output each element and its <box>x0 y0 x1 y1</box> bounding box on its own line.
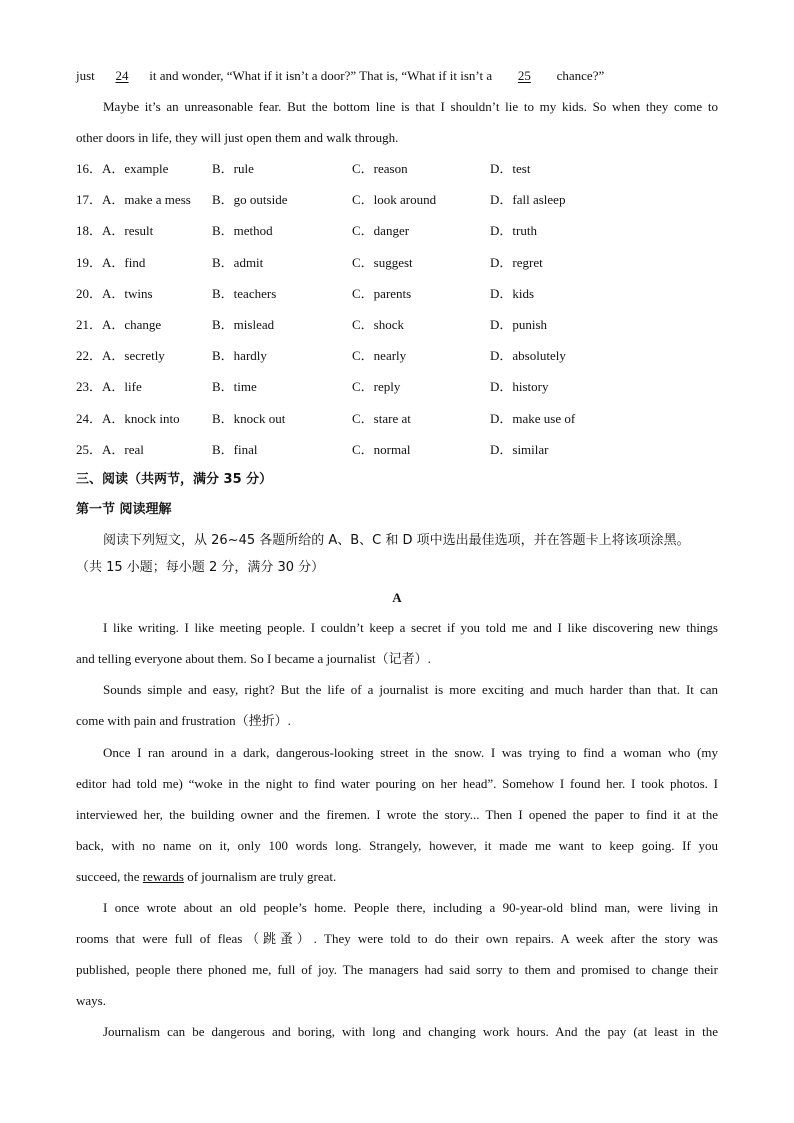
question-number: 20． <box>76 286 103 301</box>
paragraph-line: ways. <box>76 993 106 1008</box>
option-a: A．find <box>102 255 146 270</box>
instructions-scoring: （共 15 小题；每小题 2 分，满分 30 分） <box>76 560 325 575</box>
paragraph-line: rooms that were full of fleas（跳蚤）. They were told to do their own repairs. A week after the story was <box>76 931 718 946</box>
question-row <box>76 161 718 177</box>
option-a: A．result <box>102 223 154 238</box>
option-b: B．hardly <box>212 348 267 363</box>
option-d: D．punish <box>490 317 548 332</box>
question-number: 21． <box>76 317 103 332</box>
option-b: B．time <box>212 379 257 394</box>
paragraph-line: back, with no name on it, only 100 words long. Strangely, however, it made me want to keep going. If you <box>76 838 718 853</box>
option-d: D．history <box>490 379 549 394</box>
underlined-word-rewards: rewards <box>142 869 184 884</box>
text: of journalism are truly great. <box>183 869 337 884</box>
question-number: 16． <box>76 161 103 176</box>
option-c: C．parents <box>352 286 412 301</box>
paragraph-line: and telling everyone about them. So I became a journalist（记者）. <box>76 651 431 666</box>
question-number: 23． <box>76 379 103 394</box>
cloze-line-top <box>76 68 718 84</box>
question-row <box>76 192 718 208</box>
paragraph-line <box>76 869 718 885</box>
paragraph-line: Journalism can be dangerous and boring, with long and changing work hours. And the pay (at least in the <box>103 1024 718 1039</box>
option-b: B．admit <box>212 255 264 270</box>
instructions: 阅读下列短文，从 26~45 各题所给的 A、B、C 和 D 项中选出最佳选项，并在答题卡上将该项涂黑。 <box>103 533 690 548</box>
question-row <box>76 442 718 458</box>
option-b: B．go outside <box>212 192 288 207</box>
option-a: A．make a mess <box>102 192 191 207</box>
question-number: 25． <box>76 442 103 457</box>
option-b: B．rule <box>212 161 254 176</box>
option-c: C．danger <box>352 223 410 238</box>
option-c: C．reason <box>352 161 408 176</box>
option-c: C．look around <box>352 192 437 207</box>
paragraph-line: I like writing. I like meeting people. I couldn’t keep a secret if you told me and I like discovering new things <box>103 620 718 635</box>
question-row <box>76 348 718 364</box>
option-a: A．example <box>102 161 169 176</box>
option-a: A．knock into <box>102 411 180 426</box>
section-title: 三、阅读（共两节，满分 35 分） <box>76 472 273 487</box>
section-subtitle: 第一节 阅读理解 <box>76 502 172 517</box>
option-a: A．real <box>102 442 144 457</box>
text: chance?” <box>553 68 605 83</box>
question-row <box>76 255 718 271</box>
option-d: D．fall asleep <box>490 192 566 207</box>
option-c: C．normal <box>352 442 411 457</box>
option-c: C．reply <box>352 379 401 394</box>
option-c: C．shock <box>352 317 405 332</box>
question-row <box>76 379 718 395</box>
option-a: A．change <box>102 317 162 332</box>
option-a: A．secretly <box>102 348 165 363</box>
option-b: B．teachers <box>212 286 277 301</box>
option-c: C．stare at <box>352 411 411 426</box>
text: just <box>76 68 99 83</box>
question-row <box>76 317 718 333</box>
option-d: D．truth <box>490 223 537 238</box>
text: it and wonder, “What if it isn’t a door?” That is, “What if it isn’t a <box>146 68 496 83</box>
option-c: C．nearly <box>352 348 407 363</box>
question-number: 18． <box>76 223 103 238</box>
paragraph-line: interviewed her, the building owner and the firemen. I wrote the story... Then I opened the paper to find it at the <box>76 807 718 822</box>
question-number: 17． <box>76 192 103 207</box>
paragraph-line: other doors in life, they will just open them and walk through. <box>76 130 399 145</box>
question-number: 22． <box>76 348 103 363</box>
paragraph-line: come with pain and frustration（挫折）. <box>76 713 291 728</box>
question-number: 24． <box>76 411 103 426</box>
paragraph-line: editor had told me) “woke in the night to find water pouring on her head”. Somehow I found her. I took photos. I <box>76 776 718 791</box>
option-b: B．method <box>212 223 273 238</box>
passage-label: A <box>392 590 402 605</box>
option-b: B．mislead <box>212 317 275 332</box>
paragraph-line: I once wrote about an old people’s home. People there, including a 90-year-old blind man, were living in <box>103 900 718 915</box>
option-d: D．test <box>490 161 531 176</box>
question-number: 19． <box>76 255 103 270</box>
option-d: D．kids <box>490 286 535 301</box>
text: succeed, the <box>76 869 143 884</box>
blank-24: 24 <box>115 68 129 83</box>
option-d: D．make use of <box>490 411 576 426</box>
paragraph-line: published, people there phoned me, full of joy. The managers had said sorry to them and promised to change their <box>76 962 718 977</box>
option-b: B．final <box>212 442 258 457</box>
option-a: A．life <box>102 379 142 394</box>
option-d: D．absolutely <box>490 348 566 363</box>
option-d: D．similar <box>490 442 549 457</box>
paragraph-line: Sounds simple and easy, right? But the life of a journalist is more exciting and much harder than that. It can <box>103 682 718 697</box>
blank-25: 25 <box>517 68 531 83</box>
option-c: C．suggest <box>352 255 413 270</box>
question-row <box>76 411 718 427</box>
paragraph-line: Once I ran around in a dark, dangerous-looking street in the snow. I was trying to find a woman who (my <box>103 745 718 760</box>
question-row <box>76 223 718 239</box>
option-a: A．twins <box>102 286 153 301</box>
question-row <box>76 286 718 302</box>
option-d: D．regret <box>490 255 543 270</box>
option-b: B．knock out <box>212 411 286 426</box>
paragraph-line: Maybe it’s an unreasonable fear. But the bottom line is that I shouldn’t lie to my kids. So when they come to <box>103 99 718 114</box>
